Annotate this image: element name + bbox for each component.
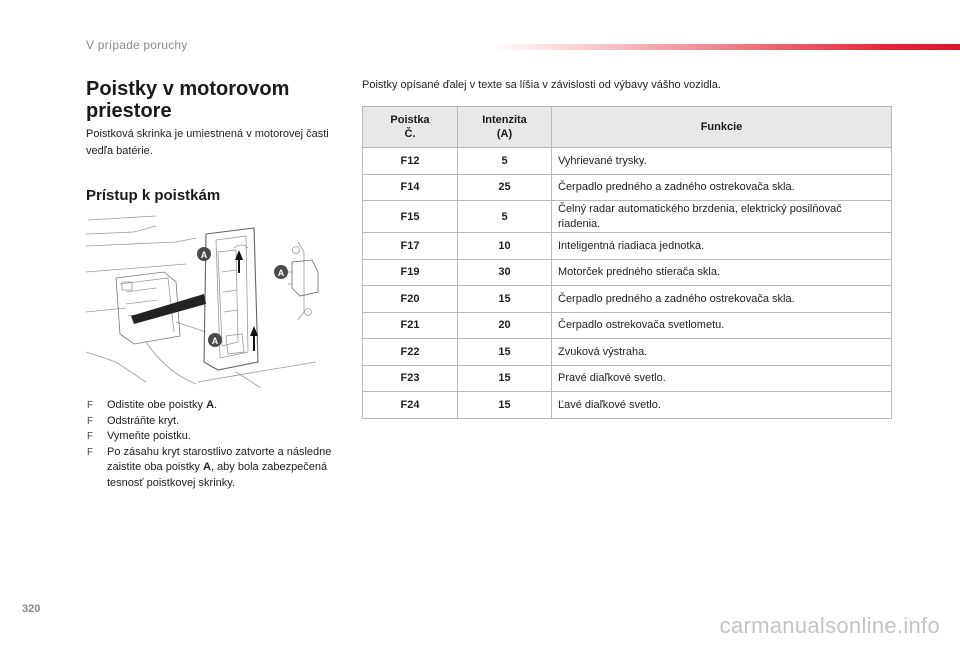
instruction-step xyxy=(86,414,346,430)
header-accent-bar xyxy=(490,44,960,50)
fuse-number-cell: F15 xyxy=(363,201,458,233)
step-text: Vymeňte poistku. xyxy=(107,430,191,443)
intensity-cell: 30 xyxy=(458,259,552,286)
function-cell: Ľavé diaľkové svetlo. xyxy=(552,392,892,419)
fuse-box-diagram xyxy=(86,212,336,388)
function-cell: Inteligentná riadiaca jednotka. xyxy=(552,233,892,260)
svg-text:A: A xyxy=(200,250,208,260)
step-bullet-icon: F xyxy=(87,400,94,411)
function-cell: Vyhrievané trysky. xyxy=(552,148,892,175)
step-bold-label: A xyxy=(206,399,215,411)
intensity-cell: 5 xyxy=(458,201,552,233)
subsection-title: Prístup k poistkám xyxy=(86,187,221,204)
table-note: Poistky opísané ďalej v texte sa líšia v závislosti od výbavy vášho vozidla. xyxy=(362,79,721,91)
intensity-cell: 20 xyxy=(458,312,552,339)
step-bullet-icon: F xyxy=(87,431,94,443)
fuse-number-cell: F19 xyxy=(363,259,458,286)
fuse-number-cell: F14 xyxy=(363,174,458,201)
label-a-marker xyxy=(208,333,222,347)
table-row xyxy=(363,259,892,286)
column-header-functions: Funkcie xyxy=(552,107,892,148)
svg-text:A: A xyxy=(211,336,219,346)
intensity-cell: 10 xyxy=(458,233,552,260)
table-header-row xyxy=(363,107,892,148)
table-row xyxy=(363,286,892,313)
svg-text:A: A xyxy=(277,268,285,278)
table-row xyxy=(363,201,892,233)
fuse-number-cell: F21 xyxy=(363,312,458,339)
function-cell: Čerpadlo ostrekovača svetlometu. xyxy=(552,312,892,339)
label-a-marker xyxy=(274,265,288,279)
fuse-number-cell: F24 xyxy=(363,392,458,419)
intensity-cell: 15 xyxy=(458,286,552,313)
intensity-cell: 15 xyxy=(458,339,552,366)
step-text: Odstráňte kryt. xyxy=(107,414,180,427)
function-cell: Čelný radar automatického brzdenia, elektrický posilňovač riadenia. xyxy=(552,201,892,233)
fuse-number-cell: F17 xyxy=(363,233,458,260)
fuse-table-body xyxy=(363,148,892,419)
intensity-cell: 15 xyxy=(458,365,552,392)
function-cell: Pravé diaľkové svetlo. xyxy=(552,365,892,392)
function-cell: Čerpadlo predného a zadného ostrekovača skla. xyxy=(552,286,892,313)
function-cell: Čerpadlo predného a zadného ostrekovača skla. xyxy=(552,174,892,201)
instruction-step xyxy=(86,429,346,445)
label-a-marker xyxy=(197,247,211,261)
page-number: 320 xyxy=(22,603,41,615)
fuse-number-cell: F23 xyxy=(363,365,458,392)
step-text: , aby bola zabezpečená tesnosť poistkovej skrinky. xyxy=(107,461,328,489)
fuse-number-cell: F12 xyxy=(363,148,458,175)
step-bullet-icon: F xyxy=(87,415,94,427)
step-bullet-icon: F xyxy=(87,446,94,458)
function-cell: Zvuková výstraha. xyxy=(552,339,892,366)
step-text: Odistite obe poistky xyxy=(107,399,207,411)
fuse-number-cell: F20 xyxy=(363,286,458,313)
watermark: carmanualsonline.info xyxy=(719,613,940,638)
table-row xyxy=(363,148,892,175)
intensity-cell: 25 xyxy=(458,174,552,201)
table-row xyxy=(363,392,892,419)
step-bold-label: A xyxy=(203,461,211,474)
instruction-steps xyxy=(86,398,346,492)
table-row xyxy=(363,174,892,201)
step-text: Po zásahu kryt starostlivo zatvorte a následne zaistite oba poistky xyxy=(107,445,332,474)
instruction-step xyxy=(86,398,346,414)
function-cell: Motorček predného stierača skla. xyxy=(552,259,892,286)
chapter-title: V prípade poruchy xyxy=(86,38,188,52)
column-header-fuse: Poistka Č. xyxy=(363,107,458,148)
table-row xyxy=(363,312,892,339)
table-row xyxy=(363,365,892,392)
column-header-intensity: Intenzita (A) xyxy=(458,107,552,148)
intro-text: Poistková skrinka je umiestnená v motorovej časti vedľa batérie. xyxy=(86,128,329,157)
step-text: . xyxy=(214,399,218,411)
instruction-step xyxy=(86,445,346,492)
table-row xyxy=(363,339,892,366)
fuse-table xyxy=(362,106,892,419)
table-row xyxy=(363,233,892,260)
fuse-number-cell: F22 xyxy=(363,339,458,366)
section-title: Poistky v motorovom priestore xyxy=(86,78,290,122)
intensity-cell: 5 xyxy=(458,148,552,175)
intensity-cell: 15 xyxy=(458,392,552,419)
